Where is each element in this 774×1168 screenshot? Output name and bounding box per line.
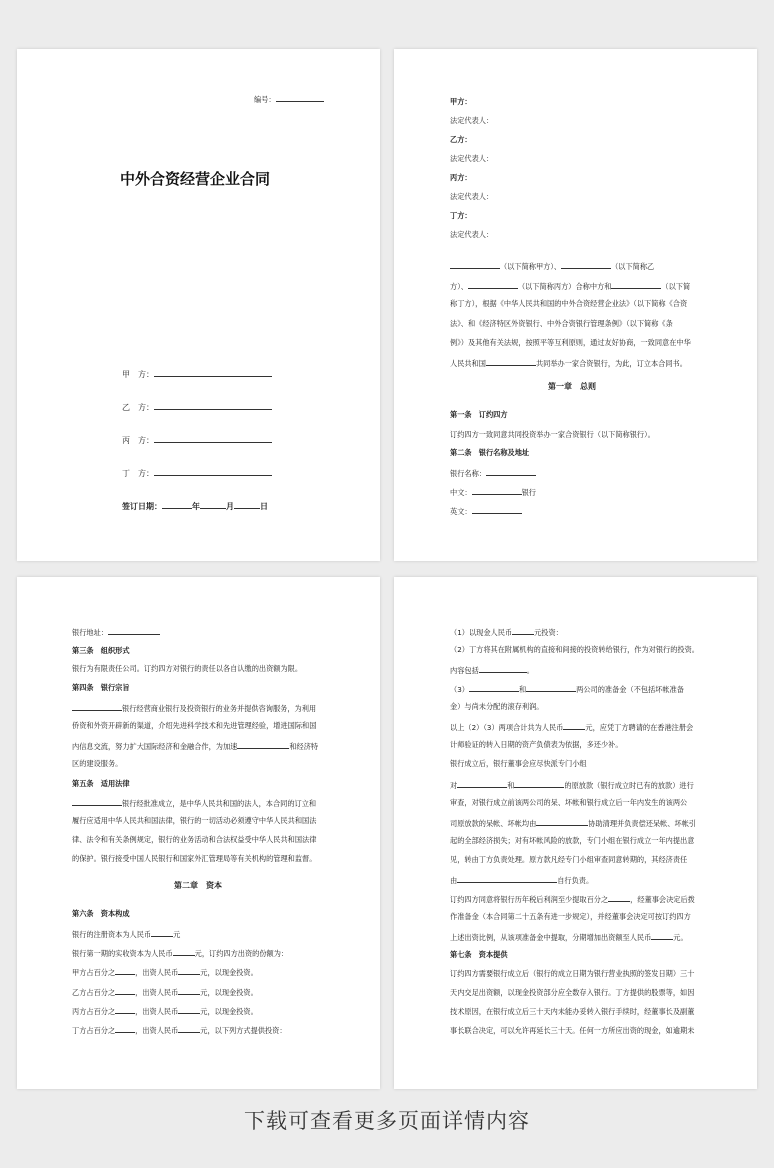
chapter-heading: 第一章 总则 [548,382,596,391]
article-text: 银行经营商业银行及投资银行的业务并提供咨询服务，为利用 [72,703,316,712]
intro-line: 方）、 （以下简称丙方）合称中方和 （以下简 [450,282,691,291]
header-line: 法定代表人： [450,154,494,163]
text-line: 金）与尚未分配的滚存利润。 [450,702,544,711]
chinese-name-line: 中文： 银行 [450,488,536,497]
text-line: 对 和 的原放款（银行成立时已有的放款）进行 [450,781,694,790]
intro-line: 例》）及其他有关法规，按照平等互利原则，通过友好协商，一致同意在中华 [450,338,691,347]
party-d-line: 丁 方： [122,468,272,478]
text-line: 银行成立后，银行董事会应尽快派专门小组 [450,759,587,768]
text-line: 以上（2）（3）两项合计共为人民币 元，应凭丁方聘请的在香港注册会 [450,723,694,732]
text-line: 作准备金（本合同第二十五条有进一步规定），并经董事会决定可按订约四方 [450,912,691,921]
text-line: 司原放款的呆帐、坏帐均由 协助清理并负责偿还呆帐、坏帐引 [450,819,697,828]
article-text: 履行应适用中华人民共和国法律，银行的一切活动必须遵守中华人民共和国法 [72,816,317,825]
contract-page-2 [394,49,757,561]
article-title: 第一条 订约四方 [450,410,508,419]
text-line: 内容包括 。 [450,666,534,675]
text-line: 技术原因，在银行成立后三十天内未能办妥转入银行手续时，经董事长及副董 [450,1007,695,1016]
text-line: 由 自行负责。 [450,876,594,885]
share-line: 丁方占百分之 ，出资人民币 元，以下列方式提供投资： [72,1026,287,1035]
text-line: 计师验证的转入日期的资产负债表为依据，多还少补。 [450,740,623,749]
intro-line: 称丁方），根据《中华人民共和国的中外合资经营企业法》（以下简称《合资 [450,299,688,308]
text-line: 事长联合决定，可以允许再延长三十天。任何一方所应出资的现金，如逾期未 [450,1026,695,1035]
text-line: 天内交足出资额，以现金投资部分应全数存入银行。丁方提供的股票等，如因 [450,988,695,997]
article-text: 银行经批准成立，是中华人民共和国的法人，本合同的订立和 [72,798,316,807]
chapter-heading: 第二章 资本 [174,881,222,890]
sign-date: 签订日期： 年 月 日 [122,502,268,511]
contract-title: 中外合资经营企业合同 [120,170,271,188]
article-title: 第四条 银行宗旨 [72,683,130,692]
contract-page-4 [394,577,757,1089]
text-line: （3） 和 两公司的准备金（不包括坏帐准备 [450,685,684,694]
bank-name-line: 银行名称： [450,468,536,477]
text-line: 起的全部经济损失；对有坏帐风险的放款，专门小组在银行成立一年内提出意 [450,836,695,845]
bank-address-line: 银行地址： [72,627,160,636]
share-line: 丙方占百分之 ，出资人民币 元，以现金投资。 [72,1007,258,1016]
text-line: 订约四方需要银行成立后（银行的成立日期为银行营业执照的签发日期）三十 [450,969,695,978]
article-text: 区的建设服务。 [72,759,123,768]
text-line: 见，转由丁方负责处理。原方款凡经专门小组审查同意转期的，其经济责任 [450,855,688,864]
article-text: 内信息交流，努力扩大国际经济和金融合作，为加速 和经济特 [72,742,319,751]
intro-line: （以下简称甲方）、 （以下简称乙 [450,261,654,270]
text-line: 订约四方同意将银行历年税后利润至少提取百分之 ，经董事会决定后拨 [450,895,695,904]
english-name-line: 英文： [450,506,522,515]
header-line: 法定代表人： [450,192,494,201]
share-line: 甲方占百分之 ，出资人民币 元，以现金投资。 [72,968,258,977]
article-text: 侨资和外资开辟新的渠道，介绍先进科学技术和先进管理经验，增进国际和国 [72,721,317,730]
blank-line [276,94,324,102]
article-title: 第七条 资本提供 [450,950,508,959]
text-line: 审查，对银行成立前该两公司的呆、坏帐和银行成立后一年内发生的该两公 [450,798,688,807]
contract-page-3 [17,577,380,1089]
header-line: 丙方： [450,173,472,182]
article-text: 的保护。银行接受中国人民银行和国家外汇管理局等有关机构的管理和监督。 [72,854,317,863]
header-line: 乙方： [450,135,472,144]
intro-line: 人民共和国 共同举办一家合资银行，为此，订立本合同书。 [450,359,687,368]
text-line: （2）丁方将其在附属机构的直接和间接的投资转给银行，作为对银行的投资。 [450,645,699,654]
capital-line: 银行的注册资本为人民币 元 [72,930,181,939]
contract-number-label: 编号： [254,95,276,104]
header-line: 甲方： [450,97,472,106]
article-title: 第二条 银行名称及地址 [450,448,530,457]
article-title: 第五条 适用法律 [72,779,130,788]
contract-number [254,94,324,103]
party-c-line: 丙 方： [122,435,272,445]
header-line: 法定代表人： [450,116,494,125]
article-text: 律、法令和有关条例规定，银行的业务活动和合法权益受中华人民共和国法律 [72,835,317,844]
article-title: 第三条 组织形式 [72,646,130,655]
header-line: 法定代表人： [450,230,494,239]
download-more-caption: 下载可查看更多页面详情内容 [244,1109,530,1133]
party-a-line: 甲 方： [122,369,272,379]
contract-cover-page [17,49,380,561]
text-line: （1）以现金人民币 元投资： [450,628,563,637]
party-b-line: 乙 方： [122,402,272,412]
capital-line: 银行第一期的实收资本为人民币 元，订约四方出资的份额为： [72,949,289,958]
text-line: 上述出资比例，从该项准备金中提取，分期增加出资额至人民币 元。 [450,933,688,942]
header-line: 丁方： [450,211,472,220]
intro-line: 法》、和《经济特区外资银行、中外合资银行管理条例》（以下简称《条 [450,319,673,328]
article-title: 第六条 资本构成 [72,909,130,918]
article-text: 银行为有限责任公司。订约四方对银行的责任以各自认缴的出资额为限。 [72,664,303,673]
article-text: 订约四方一致同意共同投资举办一家合资银行（以下简称银行）。 [450,430,655,439]
share-line: 乙方占百分之 ，出资人民币 元，以现金投资。 [72,988,258,997]
